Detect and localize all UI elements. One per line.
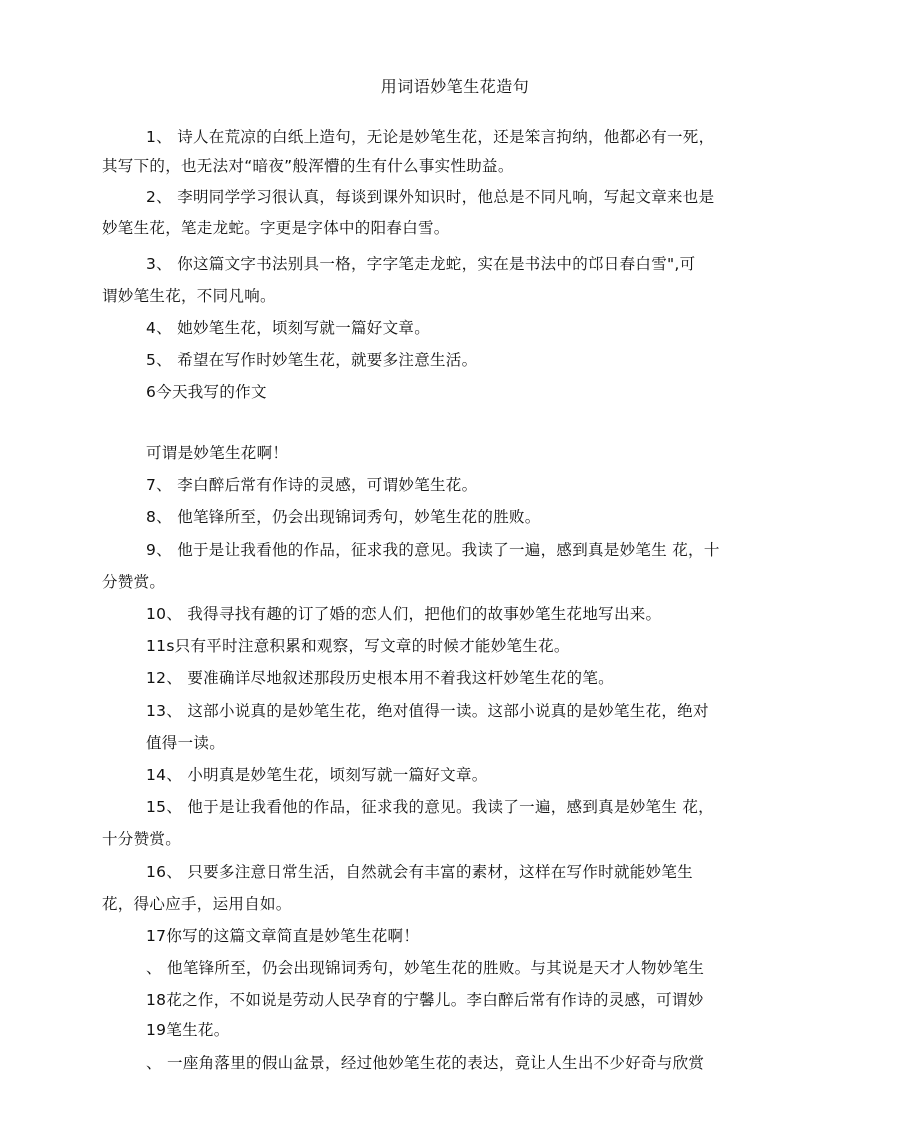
- text-line: 2、 李明同学学习很认真，每谈到课外知识时，他总是不同凡响，写起文章来也是: [146, 188, 715, 206]
- text-line: 10、 我得寻找有趣的订了婚的恋人们，把他们的故事妙笔生花地写出来。: [146, 605, 662, 623]
- text-line: 19笔生花。: [146, 1021, 230, 1039]
- text-line: 分赞赏。: [102, 573, 166, 591]
- text-line: 11s只有平时注意积累和观察，写文章的时候才能妙笔生花。: [146, 637, 570, 655]
- text-line: 5、 希望在写作时妙笔生花，就要多注意生活。: [146, 351, 478, 369]
- text-line: 值得一读。: [146, 734, 226, 752]
- text-line: 、 他笔锋所至，仍会出现锦词秀句，妙笔生花的胜败。与其说是天才人物妙笔生: [146, 959, 705, 977]
- text-line: 3、 你这篇文字书法别具一格，字字笔走龙蛇，实在是书法中的邙日春白雪",可: [146, 255, 696, 273]
- text-line: 9、 他于是让我看他的作品，征求我的意见。我读了一遍，感到真是妙笔生 花，十: [146, 541, 720, 559]
- text-line: 4、 她妙笔生花，顷刻写就一篇好文章。: [146, 319, 430, 337]
- text-line: 谓妙笔生花，不同凡响。: [102, 287, 276, 305]
- document-title: 用词语妙笔生花造句: [380, 77, 530, 96]
- text-line: 1、 诗人在荒凉的白纸上造句，无论是妙笔生花，还是笨言拘纳，他都必有一死，: [146, 128, 715, 146]
- text-line: 其写下的，也无法对“暗夜”般浑懵的生有什么事实性助益。: [102, 157, 514, 175]
- text-line: 12、 要准确详尽地叙述那段历史根本用不着我这杆妙笔生花的笔。: [146, 669, 614, 687]
- text-line: 可谓是妙笔生花啊！: [146, 444, 289, 462]
- text-line: 十分赞赏。: [102, 830, 182, 848]
- text-line: 花，得心应手，运用自如。: [102, 895, 292, 913]
- text-line: 8、 他笔锋所至，仍会出现锦词秀句，妙笔生花的胜败。: [146, 508, 541, 526]
- text-line: 17你写的这篇文章简直是妙笔生花啊！: [146, 927, 420, 945]
- text-line: 7、 李白醉后常有作诗的灵感，可谓妙笔生花。: [146, 476, 478, 494]
- text-line: 13、 这部小说真的是妙笔生花，绝对值得一读。这部小说真的是妙笔生花，绝对: [146, 702, 709, 720]
- text-line: 15、 他于是让我看他的作品，征求我的意见。我读了一遍，感到真是妙笔生 花，: [146, 798, 714, 816]
- text-line: 、 一座角落里的假山盆景，经过他妙笔生花的表达，竟让人生出不少好奇与欣赏: [146, 1054, 705, 1072]
- text-line: 6今天我写的作文: [146, 383, 267, 401]
- text-line: 14、 小明真是妙笔生花，顷刻写就一篇好文章。: [146, 766, 488, 784]
- text-line: 妙笔生花，笔走龙蛇。字更是字体中的阳春白雪。: [102, 219, 450, 237]
- text-line: 16、 只要多注意日常生活，自然就会有丰富的素材，这样在写作时就能妙笔生: [146, 863, 693, 881]
- text-line: 18花之作，不如说是劳动人民孕育的宁馨儿。李白醉后常有作诗的灵感，可谓妙: [146, 991, 704, 1009]
